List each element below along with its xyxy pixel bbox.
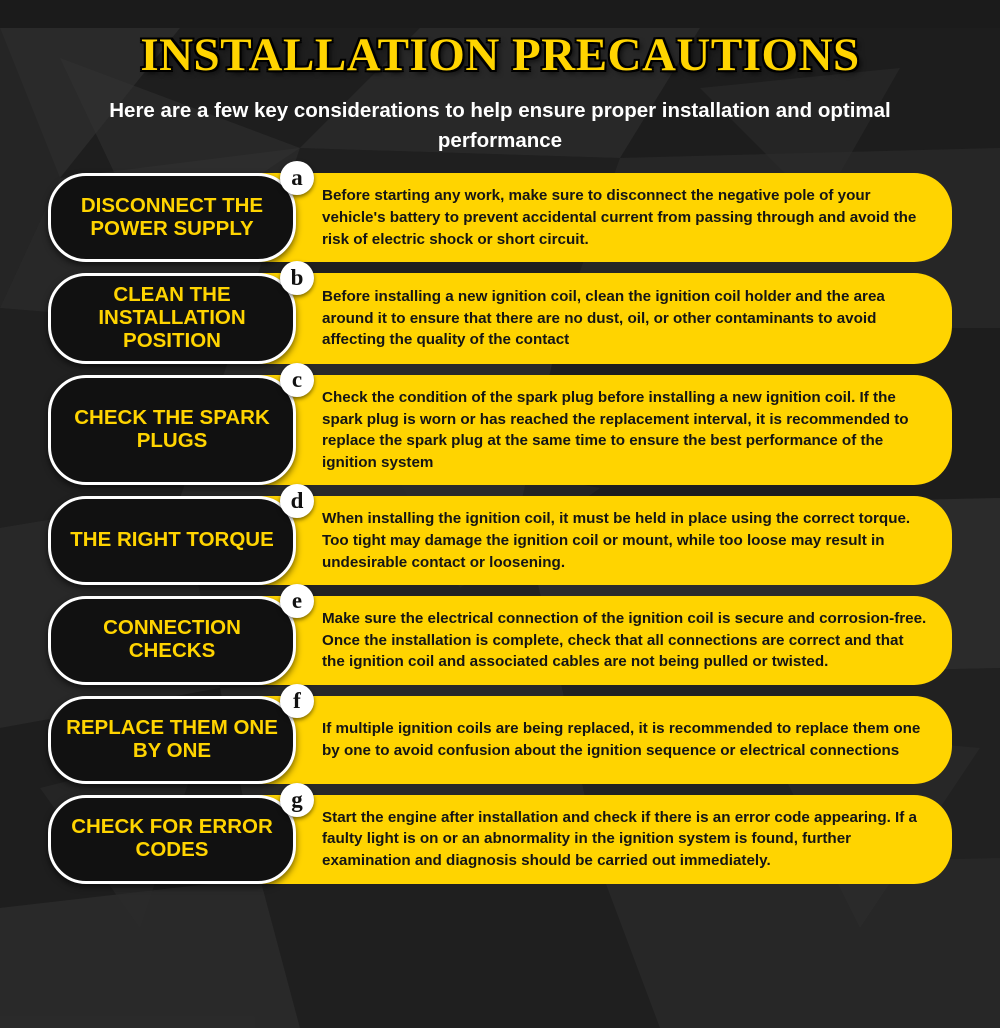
list-item xyxy=(48,265,952,364)
precautions-list xyxy=(0,165,1000,883)
precaution-text: When installing the ignition coil, it must be held in place using the correct torque. Too tight may damage the ignition coil or mount, while too loose may result in undesirable contact or loosening. xyxy=(250,496,952,585)
precaution-label: CLEAN THE INSTALLATION POSITION xyxy=(48,273,296,364)
item-letter-badge: b xyxy=(280,261,314,295)
precaution-text: Check the condition of the spark plug before installing a new ignition coil. If the spark plug is worn or has reached the replacement interval, it is recommended to replace the spark plug at the same time to ensure the best performance of the ignition system xyxy=(250,375,952,485)
item-letter-badge: c xyxy=(280,363,314,397)
item-letter-badge: f xyxy=(280,684,314,718)
item-letter-badge: d xyxy=(280,484,314,518)
precaution-label: CHECK FOR ERROR CODES xyxy=(48,795,296,884)
page-subtitle: Here are a few key considerations to help ensure proper installation and optimal performance xyxy=(109,99,891,152)
precaution-text: If multiple ignition coils are being replaced, it is recommended to replace them one by one to avoid confusion about the ignition sequence or electrical connections xyxy=(250,696,952,784)
list-item xyxy=(48,367,952,485)
page-title: INSTALLATION PRECAUTIONS xyxy=(140,29,860,81)
precaution-label: CHECK THE SPARK PLUGS xyxy=(48,375,296,485)
precaution-text: Before installing a new ignition coil, clean the ignition coil holder and the area around it to ensure that there are no dust, oil, or other contaminants to avoid affecting the quality of the contact xyxy=(250,273,952,364)
precaution-label: THE RIGHT TORQUE xyxy=(48,496,296,585)
list-item xyxy=(48,687,952,784)
list-item xyxy=(48,488,952,585)
list-item xyxy=(48,786,952,884)
item-letter-badge: g xyxy=(280,783,314,817)
precaution-text: Start the engine after installation and check if there is an error code appearing. If a faulty light is on or an abnormality in the ignition system is found, further examination and diagnosis should be carried out immediately. xyxy=(250,795,952,884)
precaution-text: Before starting any work, make sure to disconnect the negative pole of your vehicle's battery to prevent accidental current from passing through and avoid the risk of electric shock or short circuit. xyxy=(250,173,952,262)
list-item xyxy=(48,588,952,685)
list-item xyxy=(48,165,952,262)
precaution-text: Make sure the electrical connection of the ignition coil is secure and corrosion-free. Once the installation is complete, check that all connections are correct and that the ignition coil and associated cables are not being pulled or twisted. xyxy=(250,596,952,685)
precaution-label: DISCONNECT THE POWER SUPPLY xyxy=(48,173,296,262)
item-letter-badge: e xyxy=(280,584,314,618)
precaution-label: CONNECTION CHECKS xyxy=(48,596,296,685)
item-letter-badge: a xyxy=(280,161,314,195)
precaution-label: REPLACE THEM ONE BY ONE xyxy=(48,696,296,784)
